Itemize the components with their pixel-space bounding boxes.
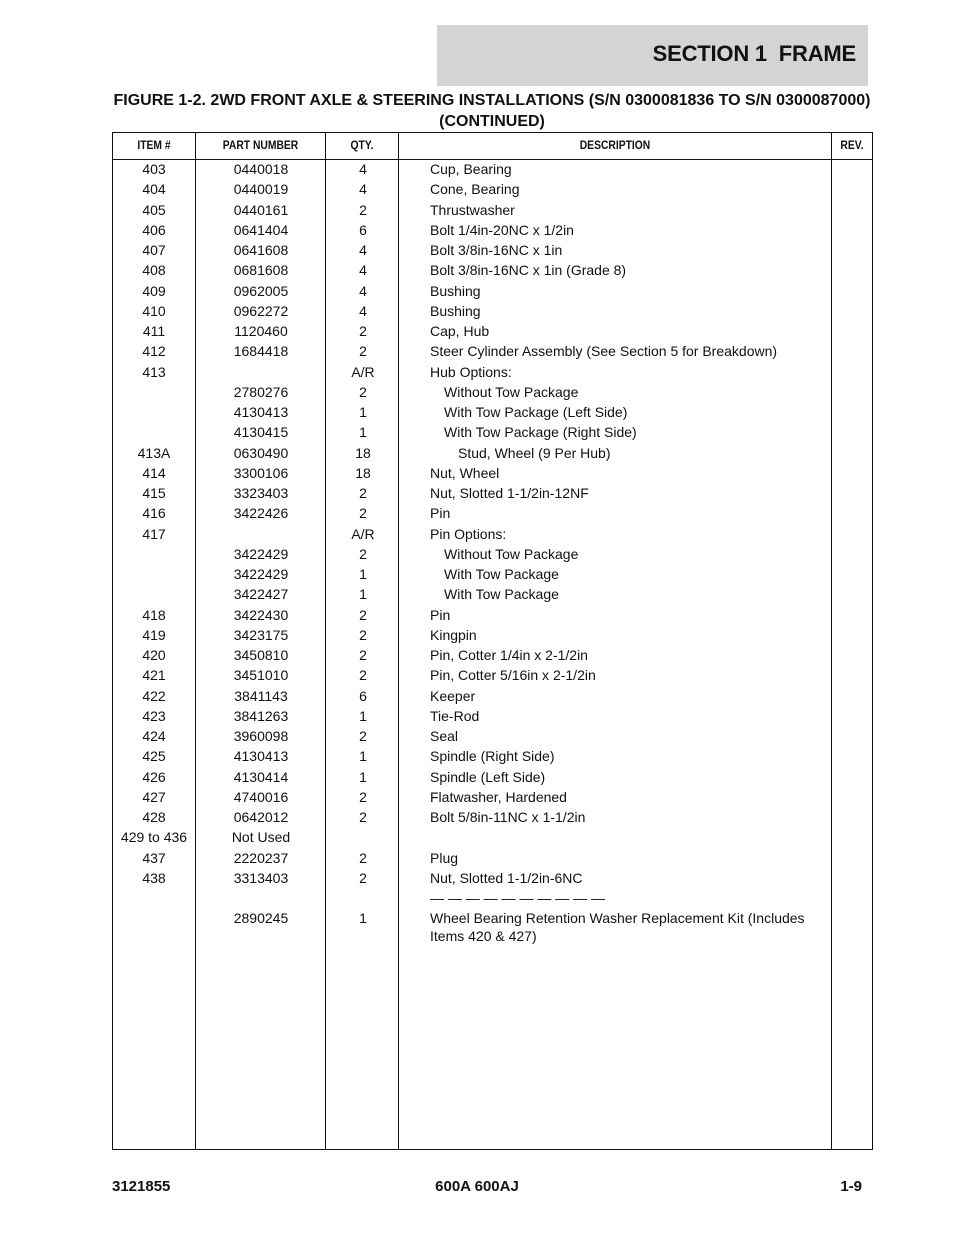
part-number-cell: 3422427 [233,586,289,603]
footer-document-number: 3121855 [112,1178,171,1195]
header-rev: REV. [840,138,864,152]
table-row [113,282,872,302]
item-cell: 421 [142,667,166,684]
qty-cell: 1 [359,424,367,441]
table-row [113,585,872,605]
item-cell: 409 [142,282,166,299]
qty-cell: 6 [359,221,367,238]
item-cell: 415 [142,485,166,501]
description-cell: Wheel Bearing Retention Washer Replacement Kit (Includes Items 420 & 427) [430,910,805,945]
item-cell: 418 [142,606,166,623]
section-banner [437,25,868,86]
qty-cell: 1 [359,748,367,765]
part-number-cell: 0440019 [233,181,289,198]
qty-cell: A/R [351,363,375,380]
description-cell: Seal [430,728,459,744]
part-number-cell: 3423175 [233,626,289,643]
table-row [113,606,872,626]
part-number-cell: 0642012 [233,809,289,825]
item-cell: 420 [142,647,166,663]
item-cell: 405 [142,201,166,218]
item-cell: 423 [142,707,166,724]
item-cell: 408 [142,262,166,279]
qty-cell: 2 [359,383,367,400]
table-row [113,444,872,464]
item-cell: 410 [142,302,166,319]
item-cell: 413A [137,444,171,461]
part-number-cell: 3313403 [233,869,289,886]
item-cell: 404 [142,181,166,198]
item-cell: 438 [142,869,166,886]
qty-cell: 4 [359,282,367,299]
description-cell: Nut, Slotted 1-1/2in-6NC [430,869,583,886]
table-header-row [113,133,872,160]
table-row [113,666,872,686]
table-row [113,747,872,767]
description-cell: Cup, Bearing [430,161,512,177]
item-cell: 403 [142,161,166,177]
header-item: ITEM # [137,138,171,152]
description-cell: Kingpin [430,626,477,643]
table-row [113,484,872,504]
description-cell: Without Tow Package [444,383,579,400]
description-cell: — — — — — — — — — — [430,890,606,906]
table-row [113,383,872,403]
qty-cell: 2 [359,606,367,623]
part-number-cell: 2220237 [233,849,289,866]
item-cell: 427 [142,788,166,805]
description-cell: Thrustwasher [430,201,515,218]
qty-cell: 2 [359,849,367,866]
description-cell: Bolt 3/8in-16NC x 1in (Grade 8) [430,262,627,279]
item-cell: 422 [142,687,166,704]
item-cell: 406 [142,221,166,238]
item-cell: 429 to 436 [120,829,188,846]
parts-table [112,132,873,1150]
item-cell: 413 [142,363,166,380]
qty-cell: 2 [359,323,367,339]
table-row [113,322,872,342]
qty-cell: 1 [359,566,367,582]
item-cell: 414 [142,464,166,481]
qty-cell: 4 [359,161,367,177]
footer-page-number: 1-9 [840,1178,862,1195]
part-number-cell: 0440018 [233,161,289,177]
description-cell: Tie-Rod [430,707,480,724]
description-cell: Cone, Bearing [430,181,520,198]
header-part-number: PART NUMBER [222,138,299,152]
item-cell: 424 [142,728,166,744]
table-row [113,707,872,727]
qty-cell: 18 [355,444,371,461]
part-number-cell: 3841143 [234,687,288,704]
qty-cell: 2 [359,788,367,805]
part-number-cell: 3323403 [233,485,289,501]
description-cell: Pin Options: [430,525,507,542]
qty-cell: 1 [359,707,367,724]
table-row [113,565,872,585]
part-number-cell: 3422426 [233,505,289,522]
part-number-cell: 3422429 [233,545,289,562]
table-row [113,221,872,241]
description-cell: Keeper [430,687,476,704]
section-title: SECTION 1 FRAME [652,41,856,66]
table-row [113,403,872,423]
part-number-cell: 2780276 [233,383,289,400]
description-cell: Stud, Wheel (9 Per Hub) [458,444,611,461]
item-cell: 437 [142,849,166,866]
description-cell: Plug [430,849,459,866]
table-row [113,261,872,281]
table-row [113,808,872,828]
item-cell: 411 [142,323,166,339]
qty-cell: 1 [359,404,367,420]
description-cell: Bolt 3/8in-16NC x 1in [430,242,563,258]
part-number-cell: 3841263 [233,707,289,724]
part-number-cell: 0962272 [233,302,289,319]
table-row [113,828,872,848]
part-number-cell: 1684418 [233,343,289,360]
qty-cell: 2 [359,667,367,684]
part-number-cell: 3450810 [233,647,289,663]
description-cell: Nut, Slotted 1-1/2in-12NF [430,485,589,501]
item-cell: 407 [142,242,166,258]
description-cell: Spindle (Left Side) [430,768,546,785]
description-cell: Without Tow Package [444,545,579,562]
header-qty: QTY. [350,138,374,152]
item-cell: 417 [142,525,166,542]
table-row [113,646,872,666]
description-cell: Bushing [430,282,481,299]
description-cell: Cap, Hub [430,323,490,339]
description-cell: Spindle (Right Side) [430,748,555,765]
table-row [113,626,872,646]
qty-cell: 4 [359,242,367,258]
description-cell: With Tow Package (Right Side) [444,424,637,441]
part-number-cell: 3960098 [233,728,289,744]
description-cell: Pin [430,606,451,623]
qty-cell: 2 [359,505,367,522]
part-number-cell: 0440161 [233,201,289,218]
table-row [113,545,872,565]
qty-cell: 1 [359,586,367,603]
table-row [113,909,872,945]
item-cell: 419 [142,626,166,643]
table-row [113,504,872,524]
part-number-cell: 0630490 [233,444,289,461]
item-cell: 425 [142,748,166,765]
description-cell: Bolt 1/4in-20NC x 1/2in [430,221,574,238]
qty-cell: 2 [359,485,367,501]
part-number-cell: 4130414 [233,768,289,785]
header-description: DESCRIPTION [579,138,651,152]
qty-cell: 2 [359,809,367,825]
table-row [113,869,872,889]
item-cell: 412 [142,343,166,360]
part-number-cell: 4130415 [233,424,289,441]
description-cell: Steer Cylinder Assembly (See Section 5 for Breakdown) [430,343,778,360]
table-row [113,180,872,200]
qty-cell: 2 [359,201,367,218]
table-row [113,464,872,484]
qty-cell: 4 [359,181,367,198]
description-cell: Flatwasher, Hardened [430,788,567,805]
part-number-cell: Not Used [231,829,291,846]
description-cell: Bushing [430,302,481,319]
qty-cell: 2 [359,728,367,744]
part-number-cell: 0641608 [233,242,289,258]
part-number-cell: 3300106 [233,464,289,481]
part-number-cell: 0641404 [233,221,289,238]
table-row [113,525,872,545]
item-cell: 428 [142,809,166,825]
table-row [113,727,872,747]
qty-cell: A/R [351,525,375,542]
qty-cell: 2 [359,869,367,886]
table-row [113,363,872,383]
table-row [113,768,872,788]
footer-model: 600A 600AJ [435,1178,519,1195]
description-cell: Hub Options: [430,363,512,380]
part-number-cell: 4740016 [233,788,289,805]
table-row [113,788,872,808]
qty-cell: 2 [359,626,367,643]
description-cell: Bolt 5/8in-11NC x 1-1/2in [430,809,586,825]
qty-cell: 6 [359,687,367,704]
table-row [113,687,872,707]
description-cell: Pin, Cotter 1/4in x 2-1/2in [430,647,588,663]
figure-title: FIGURE 1-2. 2WD FRONT AXLE & STEERING INSTALLATIONS (S/N 0300081836 TO S/N 0300087000) (CONTINUED) [113,92,871,130]
part-number-cell: 4130413 [233,748,289,765]
part-number-cell: 3422429 [233,566,289,582]
item-cell: 416 [142,505,166,522]
description-cell: Nut, Wheel [430,464,500,481]
qty-cell: 1 [359,910,367,927]
description-cell: With Tow Package [444,586,559,603]
table-row [113,889,872,909]
table-row [113,423,872,443]
part-number-cell: 0681608 [233,262,289,279]
qty-cell: 4 [359,302,367,319]
part-number-cell: 1120460 [234,323,288,339]
description-cell: With Tow Package (Left Side) [444,404,628,420]
qty-cell: 2 [359,545,367,562]
part-number-cell: 4130413 [233,404,289,420]
description-cell: Pin [430,505,451,522]
description-cell: With Tow Package [444,566,559,582]
qty-cell: 2 [359,343,367,360]
table-row [113,342,872,362]
qty-cell: 4 [359,262,367,279]
item-cell: 426 [142,768,166,785]
qty-cell: 18 [355,464,371,481]
table-row [113,160,872,180]
part-number-cell: 3451010 [233,667,289,684]
part-number-cell: 0962005 [233,282,289,299]
table-row [113,302,872,322]
table-row [113,241,872,261]
part-number-cell: 2890245 [233,910,289,927]
qty-cell: 2 [359,647,367,663]
qty-cell: 1 [359,768,367,785]
table-row [113,849,872,869]
part-number-cell: 3422430 [233,606,289,623]
description-cell: Pin, Cotter 5/16in x 2-1/2in [430,667,596,684]
table-row [113,201,872,221]
